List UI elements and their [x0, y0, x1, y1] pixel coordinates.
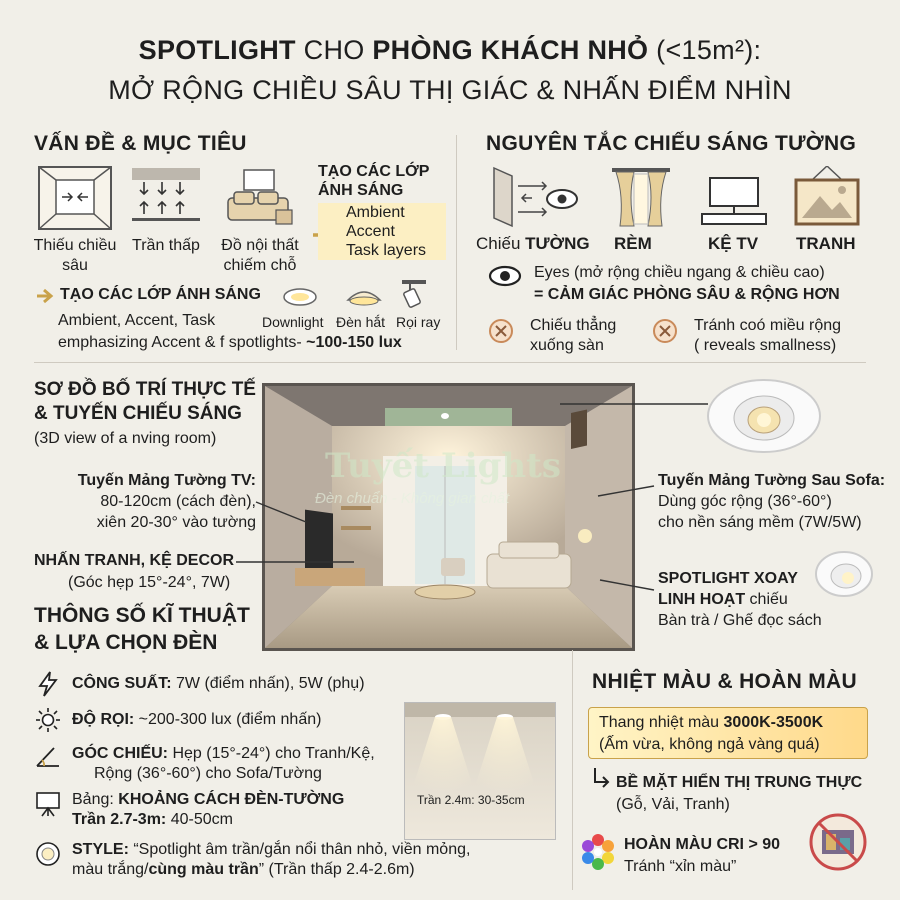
spec-angle-value: Hẹp (15°-24°) cho Tranh/Kệ,: [168, 745, 375, 762]
specs-heading-l1: THÔNG SỐ KĨ THUẬT: [34, 604, 250, 627]
sofa-wall-l2: cho nền sáng mềm (7W/5W): [658, 514, 862, 531]
page-subtitle: MỞ RỘNG CHIỀU SÂU THỊ GIÁC & NHẤN ĐIỂM NHÌN: [108, 75, 792, 105]
no-dull-color-icon: [808, 812, 868, 872]
cri-sub: Tránh “xỉn màu”: [624, 858, 737, 875]
principle-wall-bold: TƯỜNG: [525, 234, 590, 253]
sofa-wall-callout: [658, 470, 885, 533]
layers-desc-2-text: emphasizing Accent & f spotlights-: [58, 334, 307, 351]
spec-style-l2c: ” (Trần thấp 2.4-2.6m): [258, 861, 415, 878]
spec-power-value: 7W (điểm nhấn), 5W (phụ): [171, 675, 365, 692]
spec-distance-pre: Bảng:: [72, 791, 119, 808]
eye-icon: [488, 264, 522, 288]
avoid-floor-l1: Chiếu thẳng: [530, 317, 617, 334]
avoid-width-l1: Tránh coó miều rộng: [694, 317, 842, 334]
spec-power-row: [34, 670, 434, 698]
spec-distance-value: 40-50cm: [166, 811, 233, 828]
tv-wall-callout: [40, 470, 256, 533]
principle-wall-pre: Chiếu: [476, 234, 526, 253]
spot-title-2b: chiếu: [745, 591, 788, 608]
spec-lux-label: ĐỘ RỌI:: [72, 711, 135, 728]
lux-value: ~100-150 lux: [306, 334, 402, 351]
color-temp-range: 3000K-3500K: [723, 714, 824, 731]
spec-distance-ceiling: Trần 2.7-3m:: [72, 811, 167, 828]
wall-washer-icon: [344, 284, 384, 308]
spot-line-3: Bàn trà / Ghế đọc sách: [658, 612, 822, 629]
specs-heading: [34, 602, 250, 656]
avoid-floor-l2: xuống sàn: [530, 337, 604, 354]
section-divider-horizontal: [34, 362, 866, 363]
layers-desc-1: Ambient, Accent, Task: [58, 312, 216, 329]
spec-style-value: “Spotlight âm trần/gắn nổi thân nhỏ, viền mỏng,: [128, 841, 471, 858]
spec-angle-value-2: Rộng (36°-60°) cho Sofa/Tường: [94, 765, 322, 782]
arrow-right-icon-2: [36, 288, 58, 304]
color-temp-desc: (Ấm vừa, không ngả vàng quá): [599, 736, 820, 753]
avoid-width-text: [694, 316, 841, 356]
downlight-label: Downlight: [262, 314, 324, 330]
eyes-line-2: = CẢM GIÁC PHÒNG SÂU & RỘNG HƠN: [534, 286, 840, 303]
arrow-turn-icon: [592, 766, 614, 790]
section-divider-vertical: [456, 135, 457, 350]
surface-title: BỀ MẶT HIỂN THỊ TRUNG THỰC: [616, 774, 863, 791]
spotlight-icon: [706, 376, 822, 456]
eyes-line-1: Eyes (mở rộng chiều ngang & chiều cao): [534, 264, 825, 281]
spec-angle-row: [34, 742, 414, 786]
color-temp-pre: Thang nhiệt màu: [599, 714, 724, 731]
ceiling-note: Trần 2.4m: 30-35cm: [417, 793, 525, 807]
sofa-wall-title: Tuyến Mảng Tường Sau Sofa:: [658, 472, 886, 489]
spec-style-row: [34, 840, 594, 884]
spec-lux-row: [34, 706, 434, 734]
problem-heading: VẤN ĐỀ & MỤC TIÊU: [34, 132, 247, 155]
layout-sub: (3D view of a nving room): [34, 430, 217, 447]
avoid-x-icon-2: [652, 318, 678, 344]
furniture-icon: [224, 168, 296, 228]
lack-depth-label: Thiếu chiều sâu: [33, 237, 117, 274]
avoid-width-l2: ( reveals smallness): [694, 337, 837, 354]
cri-title: HOÀN MÀU CRI > 90: [624, 836, 781, 853]
sofa-wall-l1: Dùng góc rộng (36°-60°): [658, 493, 832, 510]
layers-desc-2: [58, 334, 402, 352]
color-heading: NHIỆT MÀU & HOÀN MÀU: [592, 670, 857, 693]
title-cho: CHO: [295, 35, 373, 65]
room-illustration: [262, 383, 635, 651]
furniture-label: Đồ nội thất chiếm chỗ: [221, 237, 299, 274]
principle-curtain-label: RÈM: [614, 234, 652, 253]
spot-title-1: SPOTLIGHT XOAY: [658, 570, 798, 587]
layers-box: [318, 162, 446, 260]
color-temp-box: [588, 707, 868, 759]
ceiling-svg: [405, 703, 555, 839]
layer-accent: Accent: [318, 222, 446, 241]
tv-wall-title: Tuyến Mảng Tường TV:: [77, 472, 256, 489]
principle-painting-label: TRANH: [796, 234, 856, 253]
ceiling-diagram: [404, 702, 556, 840]
angle-icon: [34, 742, 62, 770]
create-layers-label: TẠO CÁC LỚP ÁNH SÁNG: [60, 286, 261, 303]
surface-sub: (Gỗ, Vải, Tranh): [616, 796, 730, 813]
watermark-tagline: Đèn chuẩn - Không gian chất: [315, 490, 510, 507]
spec-distance-label: KHOẢNG CÁCH ĐÈN-TƯỜNG: [118, 791, 345, 808]
title-room: PHÒNG KHÁCH NHỎ: [372, 35, 649, 65]
low-ceiling-label: Trần thấp: [132, 237, 200, 254]
tv-wall-l2: xiên 20-30° vào tường: [96, 514, 256, 531]
spec-lux-value: ~200-300 lux (điểm nhấn): [134, 711, 322, 728]
adjustable-spotlight-icon: [814, 548, 874, 600]
decor-sub: (Góc hẹp 15°-24°, 7W): [68, 574, 231, 591]
low-ceiling-icon: [132, 168, 200, 228]
tv-wall-l1: 80-120cm (cách đèn),: [100, 493, 256, 510]
decor-title: NHẤN TRANH, KỆ DECOR: [34, 552, 234, 569]
curtain-icon: [612, 166, 670, 228]
principle-tv-label: KỆ TV: [708, 234, 759, 253]
spec-angle-label: GÓC CHIẾU:: [72, 745, 168, 762]
lightning-icon: [34, 670, 62, 698]
principle-heading: NGUYÊN TẮC CHIẾU SÁNG TƯỜNG: [486, 132, 857, 155]
page-title: [0, 30, 900, 70]
spec-style-l2a: màu trắng/: [72, 861, 149, 878]
title-size: (<15m²):: [648, 35, 762, 65]
spec-power-label: CÔNG SUẤT:: [72, 675, 172, 692]
avoid-x-icon: [488, 318, 514, 344]
layout-heading-l1: SƠ ĐỒ BỐ TRÍ THỰC TẾ: [34, 379, 256, 400]
title-spotlight: SPOTLIGHT: [138, 35, 296, 65]
tv-shelf-icon: [700, 176, 768, 228]
spec-style-l2b: cùng màu trần: [148, 861, 259, 878]
room-svg: [265, 386, 632, 648]
specs-heading-l2: & LỰA CHỌN ĐÈN: [34, 631, 218, 654]
color-wheel-icon: [578, 832, 618, 872]
downlight-icon: [282, 286, 318, 308]
painting-icon: [794, 166, 860, 226]
spot-callout: [658, 568, 822, 631]
board-icon: [34, 790, 62, 818]
layers-title: TẠO CÁC LỚP ÁNH SÁNG: [318, 163, 430, 199]
wall-eye-icon: [492, 166, 584, 228]
track-light-icon: [398, 278, 430, 310]
ring-icon: [34, 840, 62, 868]
section-divider-vertical-2: [572, 650, 573, 890]
layout-heading-l2: & TUYẾN CHIẾU SÁNG: [34, 403, 242, 424]
spec-distance-row: [34, 790, 414, 834]
watermark-brand: Tuyết Lights: [325, 446, 561, 486]
sun-icon: [34, 706, 62, 734]
spot-title-2: LINH HOẠT: [658, 591, 746, 608]
principle-wall-label: [476, 234, 590, 254]
track-light-label: Rọi ray: [396, 314, 441, 330]
layer-ambient: Ambient: [318, 203, 446, 222]
avoid-floor-text: [530, 316, 616, 356]
layer-task: Task layers: [318, 241, 446, 260]
wall-washer-label: Đèn hắt: [336, 314, 386, 330]
layout-heading: [34, 378, 256, 426]
spec-style-label: STYLE:: [72, 841, 129, 858]
lack-depth-icon: [38, 166, 112, 230]
